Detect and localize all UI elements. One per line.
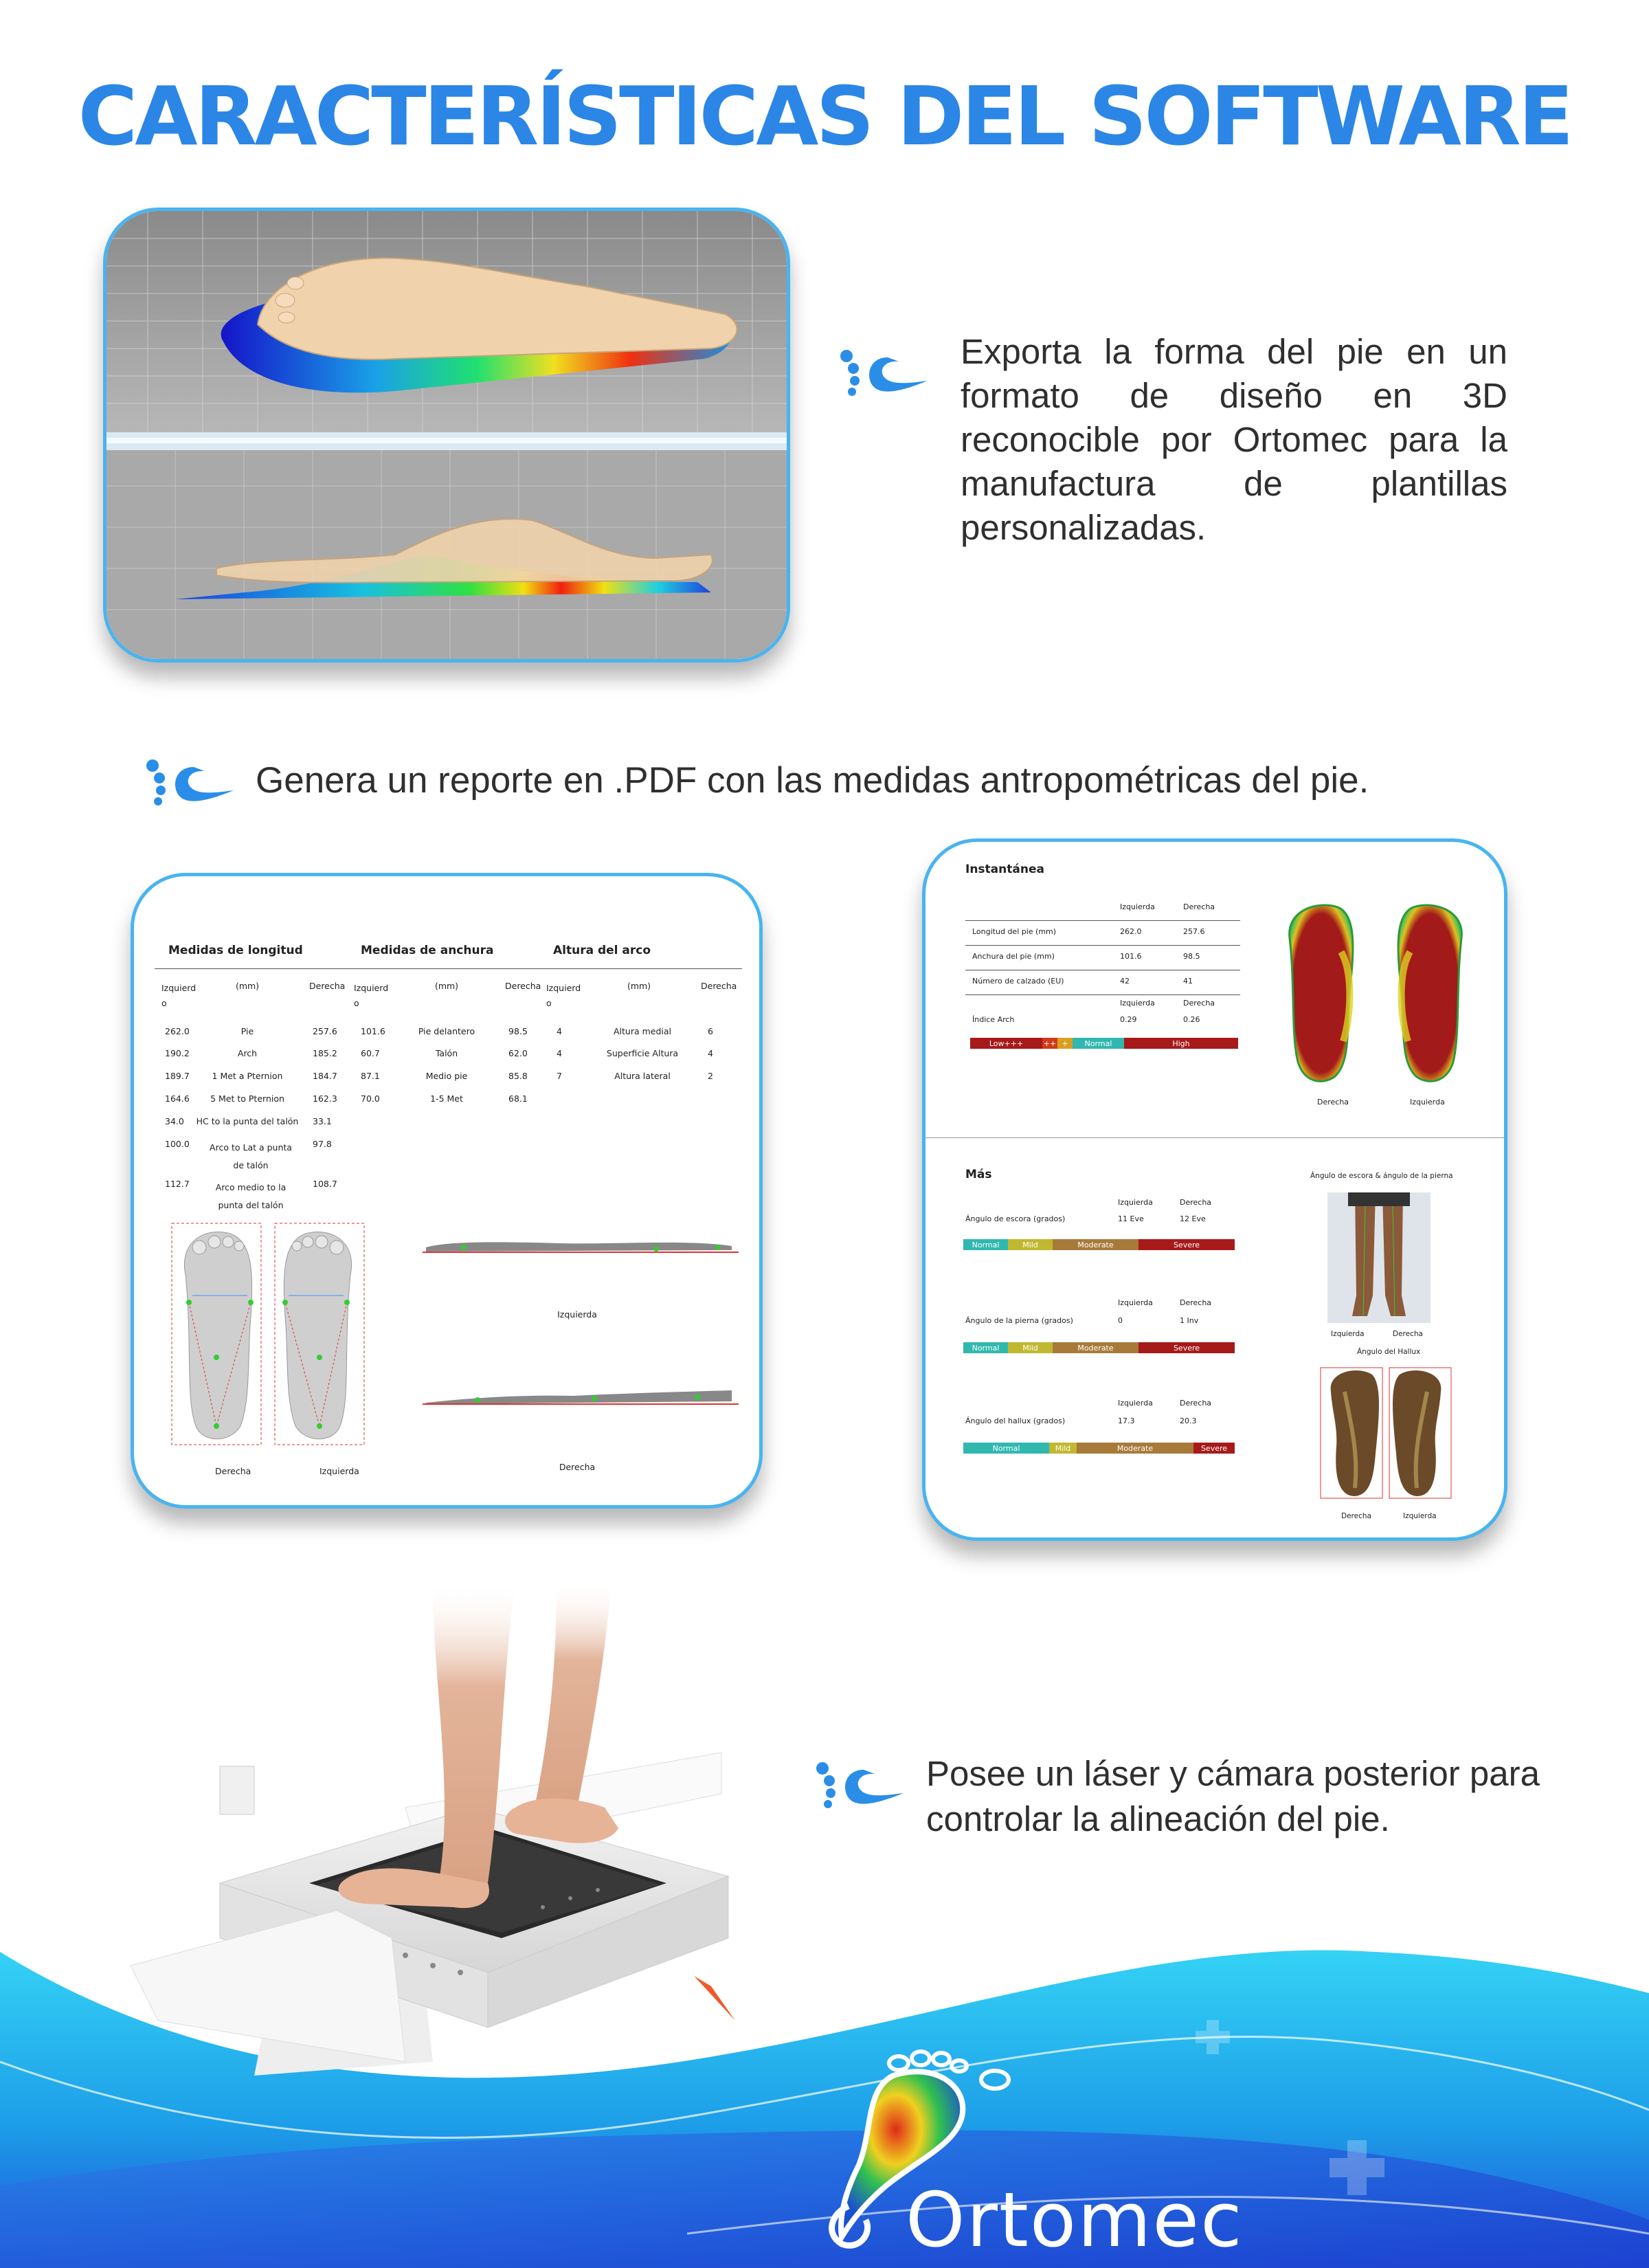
soles-photo [1317, 1364, 1455, 1502]
leg-photo [1327, 1192, 1431, 1323]
footprint-bullet-icon [141, 755, 244, 813]
length-row-name: Pie [240, 1026, 254, 1036]
profile-label-right: Derecha [559, 1462, 596, 1472]
hallux-title: Ángulo del Hallux [1357, 1348, 1421, 1356]
angle-scale-2: Normal Mild Moderate Severe [963, 1342, 1235, 1353]
brand-name: Ortomec [906, 2176, 1244, 2264]
foot-outline-diagram [165, 1220, 371, 1454]
foot-label-left: Izquierda [319, 1466, 359, 1476]
feature-text-export: Exporta la forma del pie en un formato de diseño en 3D reconocible por Ortomec para la manufactura de plantillas personalizadas. [961, 332, 1507, 547]
header-length: Medidas de longitud [168, 944, 303, 957]
report-summary-card: Instantánea Izquierda Derecha Longitud del pie (mm) 262.0 257.6 Anchura del pie (mm) 101.6 98.5 Número de calzado (EU) 42 41 Izquierda Derecha Índice Arch 0.29 0.26 Low+++ ++ + Normal High Derecha Izquierda Más Ángulo de escora & ángulo de la pierna Izquierda Derecha Ángulo de escora (grados) 11 Eve 12 Eve Normal Mild Moderate Severe Izquierda Derecha Ángulo de la pierna (grados) 0 1 Inv Normal Mild Moderate Severe Izquierda Derecha Ángulo del hallux (grados) 17.3 20.3 Normal Mild Moderate Severe Izquierda Derecha Ángulo del Hallux Derecha Izquierda [922, 838, 1507, 1541]
profile-label-left: Izquierda [557, 1309, 597, 1320]
feature-text-laser: Posee un láser y cámara posterior para controlar la alineación del pie. [926, 1754, 1540, 1838]
pressure-label-right: Derecha [1317, 1098, 1349, 1107]
footprint-bullet-icon [814, 1757, 910, 1816]
more-title: Más [965, 1168, 992, 1181]
arch-index-scale: Low+++ ++ + Normal High [970, 1038, 1238, 1049]
photo-title: Ángulo de escora & ángulo de la pierna [1310, 1172, 1453, 1180]
length-row-right: 257.6 [313, 1026, 337, 1036]
report-measurements-card: Medidas de longitud Medidas de anchura Altura del arco Izquierd o (mm) Derecha Izquierd o (mm) Derecha Izquierd o (mm) Derecha 262.0 Pie 257.6 190.2 Arch 185.2 189.7 1 Met a Pternion 184.7 164.6 5 Met to Pternion 162.3 34.0 HC to la punta del talón 33.1 100.0 Arco to Lat a punta de talón 97.8 112.7 Arco medio to la punta del talón 108.7 101.6 Pie delantero 98.5 60.7 Talón 62.0 87.1 Medio pie 85.8 70.0 1-5 Met 68.1 4 Altura medial 6 4 Superficie Altura 4 7 Altura lateral 2 Derecha Izquierda Izquierda Derecha [131, 873, 763, 1509]
page-title: CARACTERÍSTICAS DEL SOFTWARE [78, 69, 1571, 164]
scan-3d-image [103, 208, 790, 663]
header-arch: Altura del arco [553, 944, 651, 957]
instant-title: Instantánea [965, 863, 1044, 876]
angle-scale-3: Normal Mild Moderate Severe [963, 1443, 1235, 1454]
foot-label-right: Derecha [215, 1466, 251, 1476]
length-row-left: 262.0 [165, 1026, 190, 1036]
footprint-bullet-icon [838, 345, 934, 403]
pressure-map-image [1276, 897, 1475, 1089]
header-width: Medidas de anchura [361, 944, 494, 957]
feature-text-report: Genera un reporte en .PDF con las medidas antropométricas del pie. [256, 760, 1369, 801]
pressure-label-left: Izquierda [1410, 1098, 1445, 1107]
foot-profile-left [423, 1227, 739, 1268]
scanner-device-image [131, 1581, 763, 2089]
angle-scale-1: Normal Mild Moderate Severe [963, 1239, 1235, 1250]
foot-profile-right [423, 1378, 739, 1419]
